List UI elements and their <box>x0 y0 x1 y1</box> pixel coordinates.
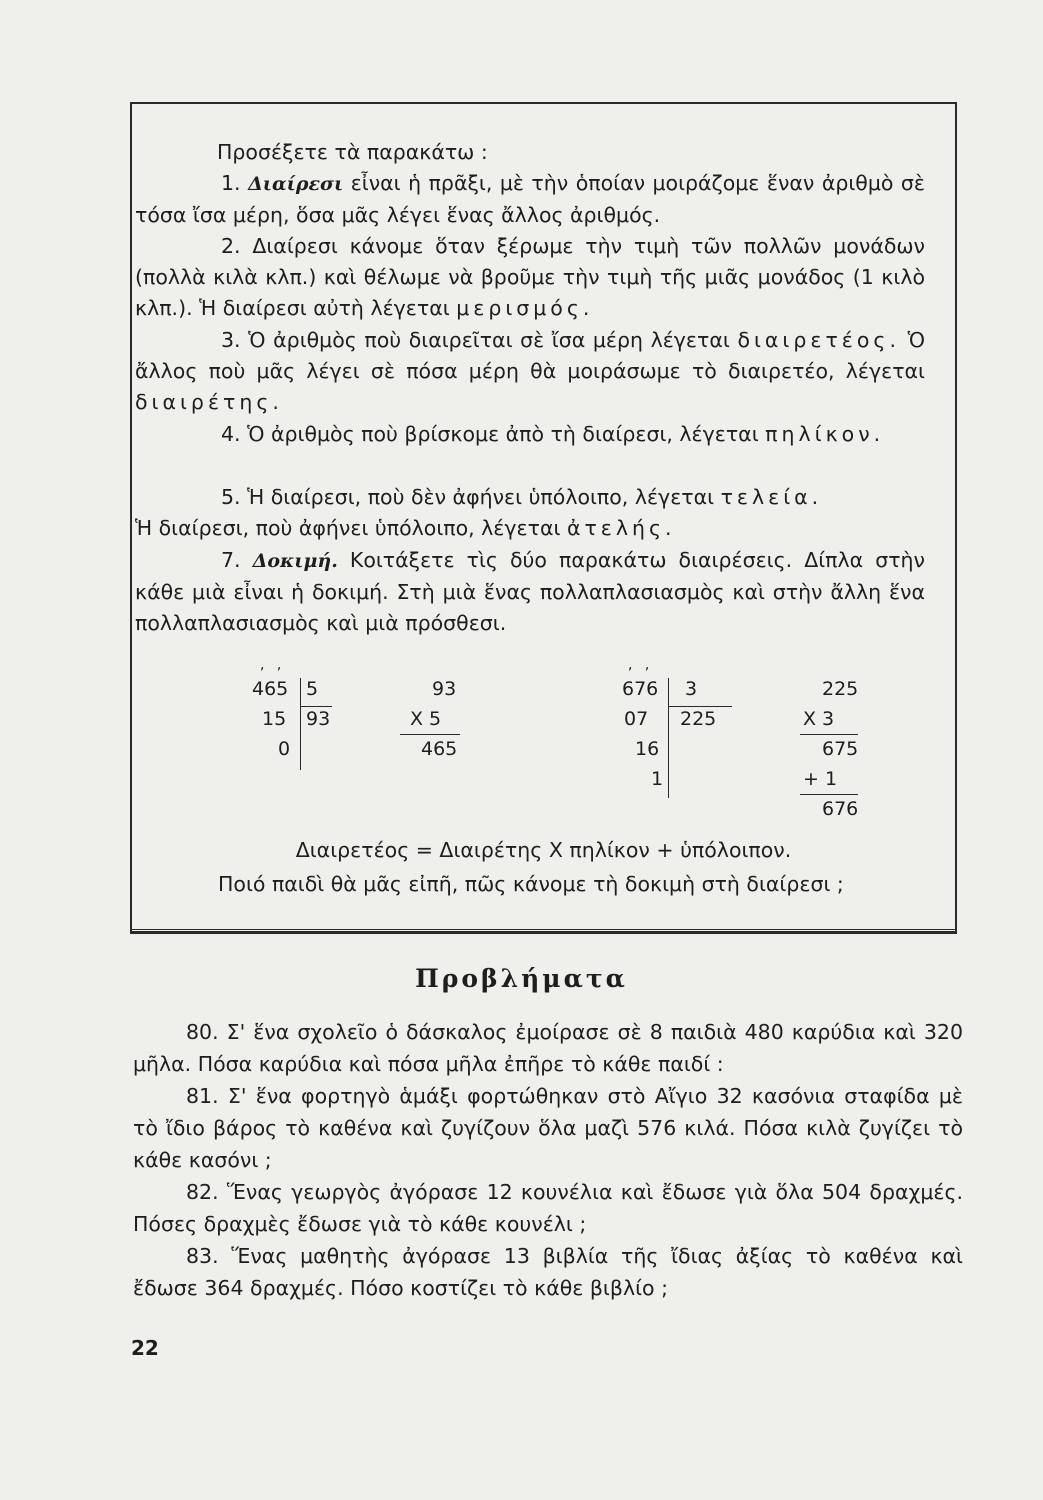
definition-3-term-divisor: διαιρέτης. <box>135 390 283 415</box>
ex2-partial-2: 16 <box>635 738 660 760</box>
definition-7-text: Κοιτάξετε τὶς δύο παρακάτω διαιρέσεις. Δίπλα στὴν κάθε μιὰ εἶναι ἡ δοκιμή. Στὴ μιὰ ἕνας πολλαπλασιασμὸς καὶ στὴν ἄλλη ἕνα πολλαπλασιασμὸς καὶ μιὰ πρόσθεσι. <box>135 548 925 636</box>
problem-82: 82. Ἕνας γεωργὸς ἀγόρασε 12 κουνέλια καὶ ἔδωσε γιὰ ὅλα 504 δραχμές. Πόσες δραχμὲς ἔδωσε γιὰ τὸ κάθε κουνέλι ; <box>133 1180 963 1236</box>
ex1-divisor: 5 <box>306 678 319 700</box>
ex2-check-addend: + 1 <box>803 768 838 790</box>
problem-81: 81. Σ' ἕνα φορτηγὸ ἁμάξι φορτώθηκαν στὸ Αἴγιο 32 κασόνια σταφίδα μὲ τὸ ἴδιο βάρος τὸ καθένα καὶ ζυγίζουν ὅλα μαζὶ 576 κιλά. Πόσα κιλὰ ζυγίζει τὸ κάθε κασόνι ; <box>133 1084 963 1172</box>
division-example-2 <box>610 657 880 832</box>
page-number: 22 <box>131 1336 159 1360</box>
problems-heading: Προβλήματα <box>415 964 628 993</box>
ex2-dividend: 676 <box>622 678 659 700</box>
definition-2-term: μερισμός. <box>456 296 594 321</box>
ex1-horizontal-rule <box>300 706 332 707</box>
definition-1-text: εἶναι ἡ πρᾶξι, μὲ τὴν ὁποίαν μοιράζομε ἕναν ἀριθμὸ σὲ τόσα ἴσα μέρη, ὅσα μᾶς λέγει ἕνας ἄλλος ἀριθμός. <box>135 171 925 228</box>
problem-80: 80. Σ' ἕνα σχολεῖο ὁ δάσκαλος ἐμοίρασε σὲ 8 παιδιὰ 480 καρύδια καὶ 320 μῆλα. Πόσα καρύδια καὶ πόσα μῆλα ἐπῆρε τὸ κάθε παιδί : <box>133 1020 963 1076</box>
definition-5-text: 5. Ἡ διαίρεσι, ποὺ δὲν ἀφήνει ὑπόλοιπο, λέγεται <box>221 485 715 509</box>
ex2-partial-1: 07 <box>624 708 649 730</box>
definition-4 <box>135 419 925 450</box>
definition-5-term: τελεία. <box>720 485 823 509</box>
definition-3-text-a: 3. Ὁ ἀριθμὸς ποὺ διαιρεῖται σὲ ἴσα μέρη λέγεται <box>221 328 730 352</box>
ex2-quotient: 225 <box>680 708 717 730</box>
problem-83: 83. Ἕνας μαθητὴς ἀγόρασε 13 βιβλία τῆς ἴδιας ἀξίας τὸ καθένα καὶ ἔδωσε 364 δραχμές. Πόσο κοστίζει τὸ κάθε βιβλίο ; <box>133 1244 963 1300</box>
ex2-horizontal-rule <box>668 706 732 707</box>
ex2-accent: , , <box>628 657 654 673</box>
division-formula: Διαιρετέος = Διαιρέτης X πηλίκον + ὑπόλοιπον. <box>295 838 792 862</box>
definition-2-text: 2. Διαίρεσι κάνομε ὅταν ξέρωμε τὴν τιμὴ τῶν πολλῶν μονάδων (πολλὰ κιλὰ κλπ.) καὶ θέλωμε νὰ βροῦμε τὴν τιμὴ τῆς μιᾶς μονάδος (1 κιλὸ κλπ.). Ἡ διαίρεσι αὐτὴ λέγεται <box>135 234 925 321</box>
definition-5 <box>135 482 925 513</box>
definition-1-term: Διαίρεσι <box>248 173 344 195</box>
definition-4-term: πηλίκον. <box>765 422 885 446</box>
ex2-remainder: 1 <box>651 768 664 790</box>
ex2-check-factor: 225 <box>822 678 859 700</box>
definition-6 <box>135 513 925 544</box>
definition-3-text-b: Ὁ ἄλλος ποὺ μᾶς λέγει σὲ πόσα μέρη θὰ μοιράσωμε τὸ διαιρετέο, λέγεται <box>135 328 925 384</box>
definition-2 <box>135 231 925 325</box>
definition-7-number: 7. <box>221 548 241 572</box>
intro-line: Προσέξετε τὰ παρακάτω : <box>217 140 488 164</box>
ex1-dividend: 465 <box>252 678 289 700</box>
ex1-check-result: 465 <box>421 738 458 760</box>
definition-1-number: 1. <box>221 171 241 195</box>
definition-3 <box>135 325 925 419</box>
ex2-check-result: 676 <box>822 798 859 820</box>
definition-6-term: ἀτελής. <box>566 516 676 540</box>
definition-7-term: Δοκιμή. <box>252 550 338 572</box>
ex2-vertical-rule <box>668 678 669 798</box>
ex1-remainder: 0 <box>278 738 291 760</box>
definition-1 <box>135 168 925 231</box>
definition-4-text: 4. Ὁ ἀριθμὸς ποὺ βρίσκομε ἀπὸ τὴ διαίρεσι, λέγεται <box>221 422 759 446</box>
ex1-check-multiplier: X 5 <box>410 708 442 730</box>
ex2-check-multiplier: X 3 <box>803 708 835 730</box>
ex1-partial: 15 <box>262 708 287 730</box>
ex2-check-product: 675 <box>822 738 859 760</box>
ex1-quotient: 93 <box>306 708 331 730</box>
ex1-vertical-rule <box>300 678 301 770</box>
definition-3-term-dividend: διαιρετέος. <box>737 328 900 352</box>
definition-7 <box>135 545 925 640</box>
closing-question: Ποιό παιδὶ θὰ μᾶς εἰπῆ, πῶς κάνομε τὴ δοκιμὴ στὴ διαίρεσι ; <box>218 872 844 896</box>
division-example-1 <box>240 657 480 782</box>
ex2-divisor: 3 <box>685 678 698 700</box>
ex1-accent: , , <box>260 657 286 673</box>
definition-6-text: Ἡ διαίρεσι, ποὺ ἀφήνει ὑπόλοιπο, λέγεται <box>135 516 561 540</box>
ex1-check-factor: 93 <box>432 678 457 700</box>
